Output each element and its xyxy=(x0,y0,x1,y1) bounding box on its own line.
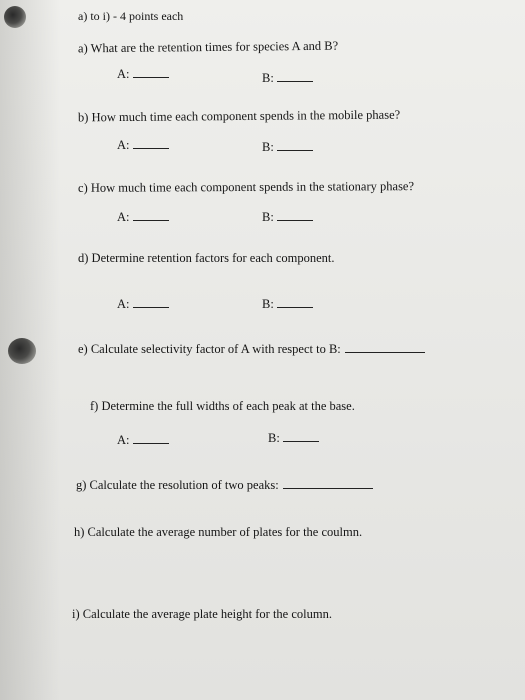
question-g xyxy=(76,477,373,493)
blank-d-species-b xyxy=(277,296,313,308)
points-header: a) to i) - 4 points each xyxy=(78,9,184,23)
question-h: h) Calculate the average number of plates for the coulmn. xyxy=(74,525,363,539)
question-i: i) Calculate the average plate height for the column. xyxy=(72,607,332,621)
blank-f-species-a xyxy=(133,432,169,444)
blank-b-species-a xyxy=(133,137,169,149)
label-b: B: xyxy=(262,71,274,85)
label-a: A: xyxy=(117,297,130,311)
question-c: c) How much time each component spends in the stationary phase? xyxy=(77,179,415,195)
blank-c-species-a xyxy=(133,209,169,221)
question-e xyxy=(78,341,425,357)
question-b: b) How much time each component spends in the mobile phase? xyxy=(77,107,401,125)
answer-f-species-b xyxy=(268,430,319,446)
label-b: B: xyxy=(262,297,274,311)
question-d: d) Determine retention factors for each component. xyxy=(78,251,335,265)
answer-d-species-b xyxy=(262,296,313,312)
question-a: a) What are the retention times for species A and B? xyxy=(77,38,339,56)
label-a: A: xyxy=(117,67,130,81)
binder-hole-middle xyxy=(8,338,36,364)
answer-b-species-a xyxy=(117,137,169,153)
answer-f-species-a xyxy=(117,432,169,448)
answer-a-species-a xyxy=(117,66,169,82)
blank-a-species-b xyxy=(277,70,313,82)
answer-b-species-b xyxy=(262,139,313,155)
blank-d-species-a xyxy=(133,296,169,308)
blank-e xyxy=(345,341,425,353)
answer-a-species-b xyxy=(262,70,313,86)
blank-c-species-b xyxy=(277,209,313,221)
answer-d-species-a xyxy=(117,296,169,312)
label-b: B: xyxy=(262,210,274,224)
answer-c-species-a xyxy=(117,209,169,225)
label-b: B: xyxy=(262,140,274,154)
question-g-text: g) Calculate the resolution of two peaks: xyxy=(76,478,279,492)
label-a: A: xyxy=(117,138,130,152)
label-a: A: xyxy=(117,433,130,447)
answer-c-species-b xyxy=(262,209,313,225)
blank-b-species-b xyxy=(277,139,313,151)
blank-f-species-b xyxy=(283,430,319,442)
label-b: B: xyxy=(268,431,280,445)
question-f: f) Determine the full widths of each peak at the base. xyxy=(90,399,355,413)
question-e-text: e) Calculate selectivity factor of A with respect to B: xyxy=(78,342,341,356)
label-a: A: xyxy=(117,210,130,224)
binder-hole-top xyxy=(4,6,26,28)
blank-a-species-a xyxy=(133,66,169,78)
blank-g xyxy=(283,477,373,489)
